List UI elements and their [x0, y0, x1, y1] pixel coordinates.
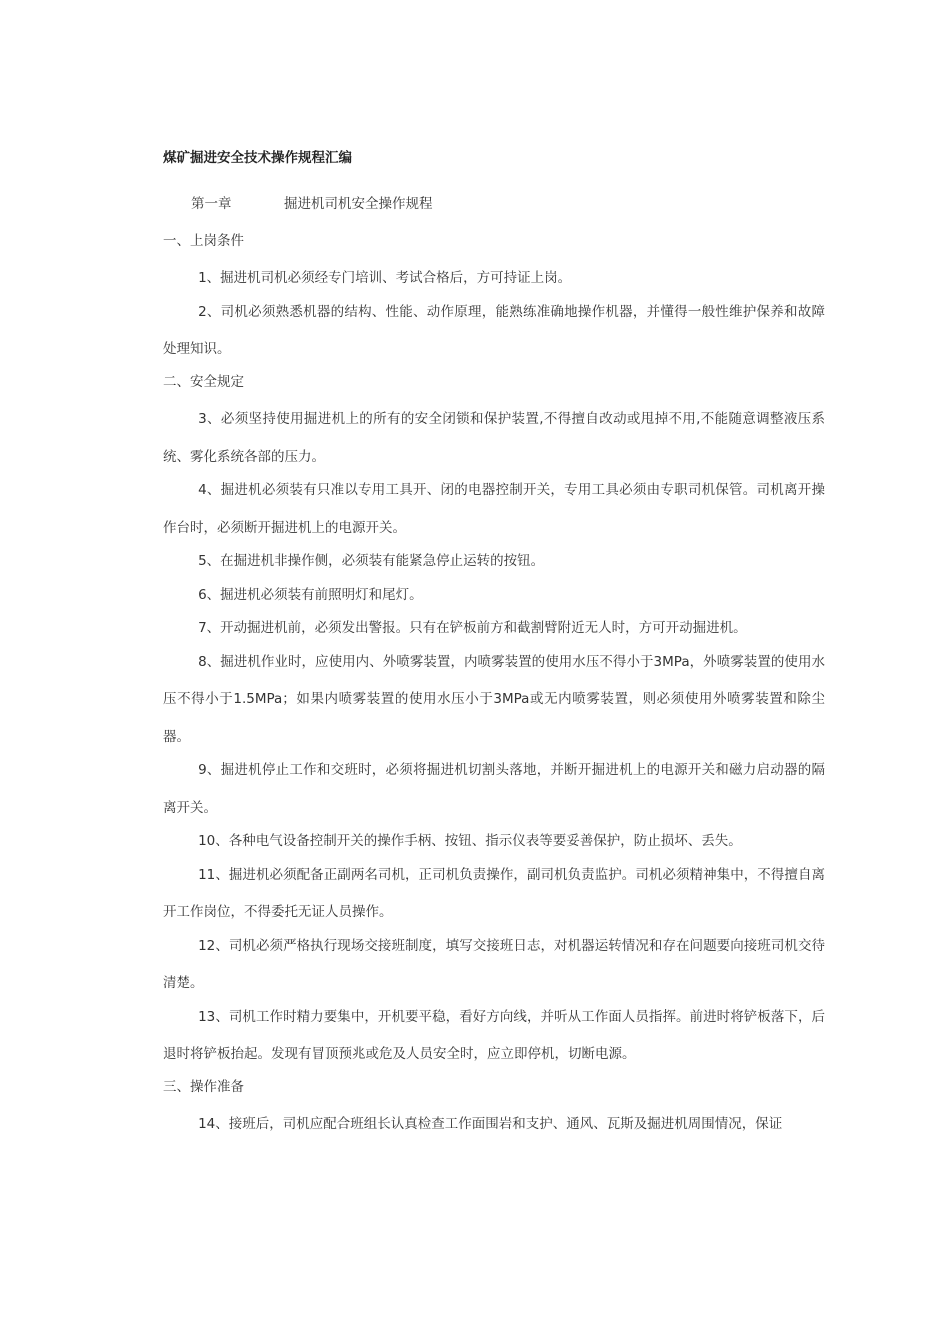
- regulation-paragraph: 14、接班后，司机应配合班组长认真检查工作面围岩和支护、通风、瓦斯及掘进机周围情况，保证: [198, 1116, 783, 1132]
- document-title: 煤矿掘进安全技术操作规程汇编: [163, 150, 352, 166]
- regulation-paragraph: 4、掘进机必须装有只准以专用工具开、闭的电器控制开关，专用工具必须由专职司机保管。司机离开操作台时，必须断开掘进机上的电源开关。: [163, 482, 825, 536]
- regulation-paragraph: 8、掘进机作业时，应使用内、外喷雾装置，内喷雾装置的使用水压不得小于3MPa，外喷雾装置的使用水压不得小于1.5MPa；如果内喷雾装置的使用水压小于3MPa或无内喷雾装置，则必须使用外喷雾装置和除尘器。: [163, 653, 825, 745]
- document-blocks: [163, 227, 825, 1144]
- document-body: [163, 140, 825, 1143]
- chapter-heading: [163, 190, 825, 218]
- regulation-paragraph: 6、掘进机必须装有前照明灯和尾灯。: [198, 586, 423, 603]
- regulation-paragraph: 11、掘进机必须配备正副两名司机，正司机负责操作，副司机负责监护。司机必须精神集中，不得擅自离开工作岗位，不得委托无证人员操作。: [163, 866, 825, 920]
- regulation-paragraph: 7、开动掘进机前，必须发出警报。只有在铲板前方和截割臂附近无人时，方可开动掘进机。: [198, 620, 747, 636]
- regulation-paragraph: 9、掘进机停止工作和交班时，必须将掘进机切割头落地，并断开掘进机上的电源开关和磁力启动器的隔离开关。: [163, 762, 825, 816]
- section-heading: 三、操作准备: [163, 1079, 244, 1095]
- regulation-paragraph: 2、司机必须熟悉机器的结构、性能、动作原理，能熟练准确地操作机器，并懂得一般性维护保养和故障处理知识。: [163, 303, 825, 357]
- regulation-paragraph: 1、掘进机司机必须经专门培训、考试合格后，方可持证上岗。: [198, 270, 572, 286]
- regulation-paragraph: 3、必须坚持使用掘进机上的所有的安全闭锁和保护装置,不得擅自改动或甩掉不用,不能随意调整液压系统、雾化系统各部的压力。: [163, 411, 825, 465]
- chapter-number: 第一章: [191, 196, 232, 212]
- section-heading: 一、上岗条件: [163, 233, 244, 249]
- chapter-title: 掘进机司机安全操作规程: [284, 196, 433, 212]
- regulation-paragraph: 13、司机工作时精力要集中，开机要平稳，看好方向线，并听从工作面人员指挥。前进时将铲板落下，后退时将铲板抬起。发现有冒顶预兆或危及人员安全时，应立即停机，切断电源。: [163, 1008, 825, 1062]
- section-heading: 二、安全规定: [163, 374, 244, 390]
- regulation-paragraph: 10、各种电气设备控制开关的操作手柄、按钮、指示仪表等要妥善保护，防止损坏、丢失。: [198, 833, 742, 849]
- regulation-paragraph: 12、司机必须严格执行现场交接班制度，填写交接班日志，对机器运转情况和存在问题要向接班司机交待清楚。: [163, 937, 825, 991]
- regulation-paragraph: 5、在掘进机非操作侧，必须装有能紧急停止运转的按钮。: [198, 553, 545, 569]
